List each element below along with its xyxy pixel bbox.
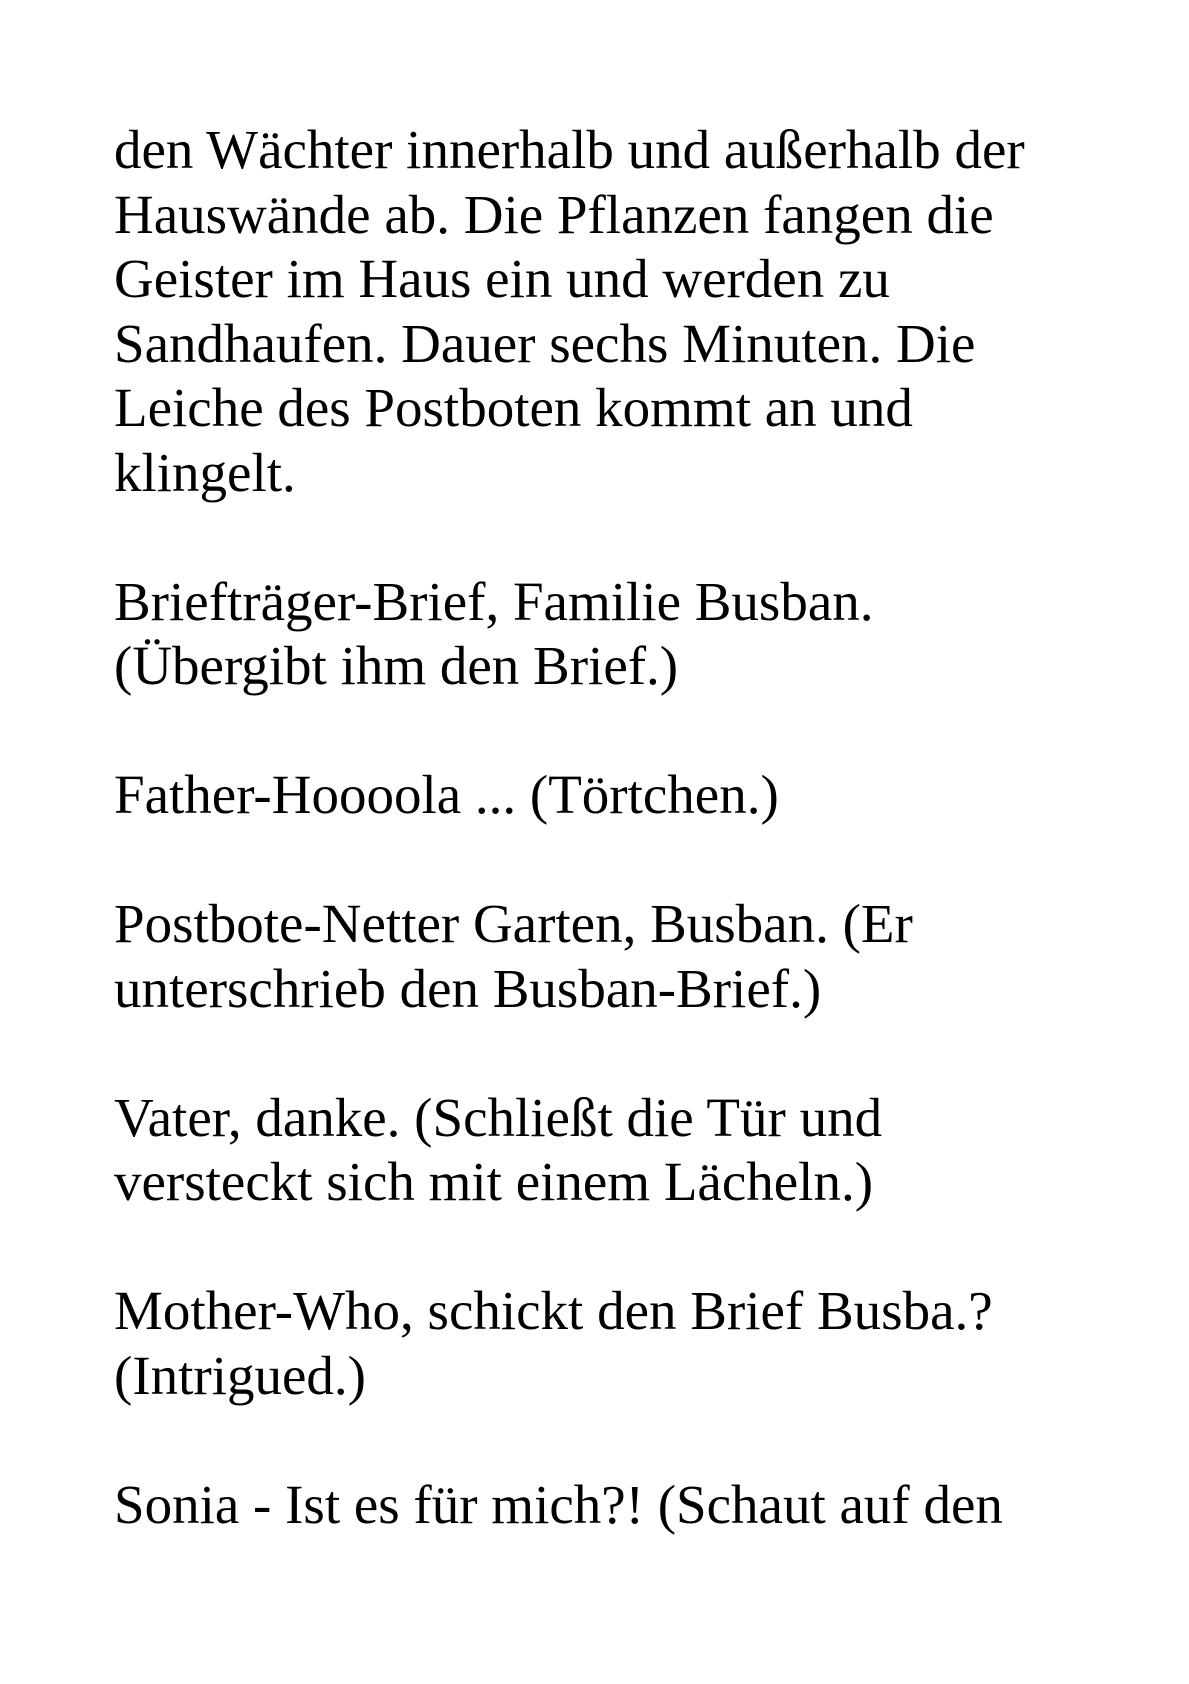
paragraph-father-line: Father-Hoooola ... (Törtchen.) bbox=[114, 764, 779, 825]
paragraph-postbote-line: Postbote-Netter Garten, Busban. (Er unterschrieb den Busban-Brief.) bbox=[114, 893, 913, 1019]
paragraph-vater-line: Vater, danke. (Schließt die Tür und versteckt sich mit einem Lächeln.) bbox=[114, 1086, 883, 1212]
script-text bbox=[114, 118, 1094, 1537]
paragraph-stage-direction: den Wächter innerhalb und außerhalb der Hauswände ab. Die Pflanzen fangen die Geister im Haus ein und werden zu Sandhaufen. Dauer sechs Minuten. Die Leiche des Postboten kommt an und klingelt. bbox=[114, 119, 1025, 503]
paragraph-sonia-line: Sonia - Ist es für mich?! (Schaut auf den bbox=[114, 1473, 1003, 1535]
paragraph-mother-line: Mother-Who, schickt den Brief Busba.? (Intrigued.) bbox=[114, 1280, 993, 1406]
paragraph-postman-line: Briefträger-Brief, Familie Busban. (Übergibt ihm den Brief.) bbox=[114, 570, 874, 696]
